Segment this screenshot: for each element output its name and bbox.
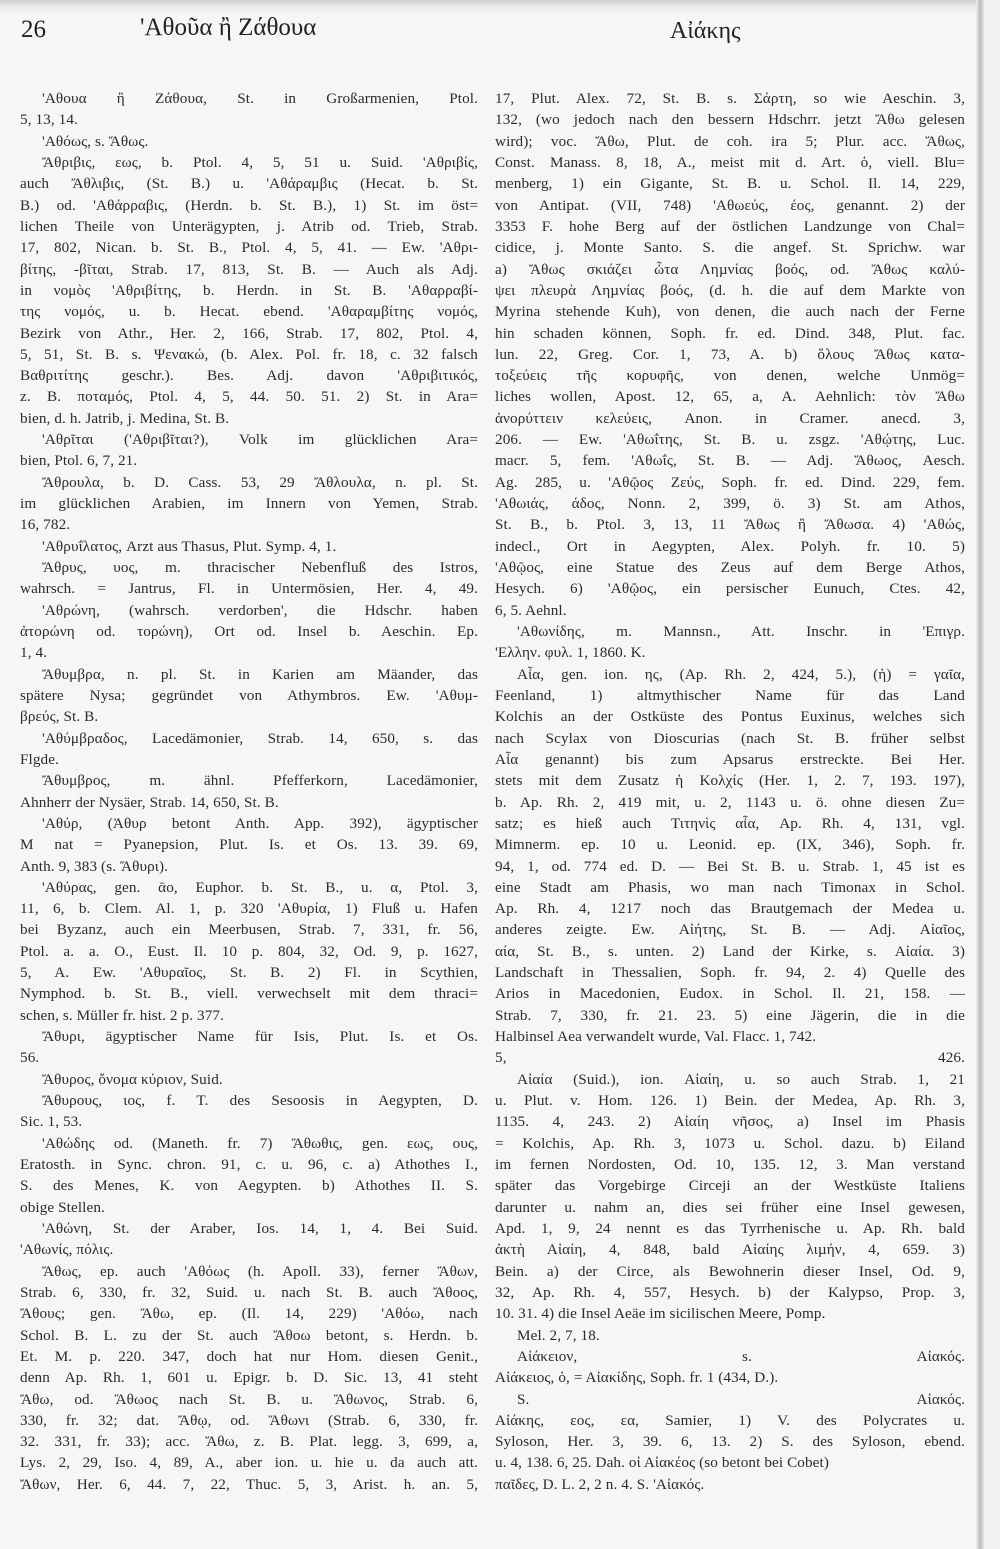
text-line: Eratosth. in Sync. chron. 91, c. u. 96, c. a) Athothes I.,: [20, 1156, 478, 1173]
text-line: b. Ap. Rh. 2, 419 mit, u. 2, 1143 u. ö. ohne diesen Zu=: [495, 793, 965, 811]
text-line: 1, 4.: [20, 644, 48, 662]
text-line: Ἄθους; gen. Ἄθω, ep. (Il. 14, 229) 'Αθόω, nach: [20, 1305, 478, 1323]
text-line: ἀτορώνη od. τορώνη), Ort od. Insel b. Aeschin. Ep.: [20, 623, 478, 640]
text-line: satz; es hieß auch Τιτηνὶς αἶα, Ap. Rh. 4, 131, vgl.: [495, 814, 965, 832]
text-line: von Antipat. (VII, 748) 'Αθωεύς, έος, genannt. 2) der: [495, 196, 965, 214]
text-line: lichen Theile von Unterägypten, j. Atrib od. Trieb, Strab.: [20, 217, 478, 235]
text-line: lun. 22, Greg. Cor. 1, 73, A. b) ὅλους Ἄθως κατα-: [495, 345, 965, 363]
page-edge-shadow: [976, 0, 984, 1549]
text-line: 5, 426.: [495, 1049, 965, 1067]
text-line: 'Αθουα ἢ Ζάθουα, St. in Großarmenien, Ptol.: [42, 90, 478, 107]
text-line: Ἄθυρος, ὄνομα κύριον, Suid.: [42, 1070, 223, 1088]
text-line: auch Ἄθλιβις, (St. B.) u. 'Αθάραμβις (Hecat. b. St.: [20, 175, 478, 193]
text-line: 'Αθωιάς, άδος, Nonn. 2, 399, ö. 3) St. am Athos,: [495, 495, 965, 513]
text-line: αία, St. B., s. unten. 2) Land der Kirke, s. Αἰαία. 3): [495, 942, 965, 960]
text-line: 1135. 4, 243. 2) Αἰαίη νῆσος, a) Insel im Phasis: [495, 1113, 965, 1131]
text-line: schen, s. Müller fr. hist. 2 p. 377.: [20, 1006, 224, 1024]
text-line: 'Αθρώνη, (wahrsch. verdorben', die Hdschr. haben: [42, 601, 478, 619]
text-line: 206. — Ew. 'Αθωΐτης, St. B. u. zsgz. 'Αθῴτης, Luc.: [495, 431, 965, 449]
text-line: Lys. 2, 29, Iso. 4, 89, A., aber ion. u. hie u. da auch att.: [20, 1454, 478, 1472]
text-line: B.) od. 'Αθάρραβις, (Herdn. b. St. B.), 1) St. im öst=: [20, 196, 478, 214]
text-line: ἀκτὴ Αἰαίη, 4, 848, bald Αἰαίης λιµήν, 4, 659. 3): [495, 1241, 965, 1259]
text-line: Βαθριτίτης geschr.). Bes. Adj. davon 'Αθριβιτικός,: [20, 367, 478, 385]
text-line: 17, Plut. Alex. 72, St. B. s. Σάρτη, so wie Aeschin. 3,: [495, 90, 965, 107]
running-head-left: 'Αθοῦα ἢ Ζάθουα: [140, 14, 317, 41]
text-line: 5, A. Ew. 'Αθυραῖος, St. B. 2) Fl. in Scythien,: [20, 964, 478, 982]
text-line: Ag. 285, u. 'Αθῷος Ζεύς, Soph. fr. ed. Dind. 229, fem.: [495, 473, 965, 491]
text-line: Ἄθριβις, εως, b. Ptol. 4, 5, 51 u. Suid. 'Αθριβίς,: [42, 153, 478, 171]
text-line: Ap. Rh. 4, 1217 noch das Brautgemach der Medea u.: [495, 900, 965, 918]
text-line: 330, fr. 32; dat. Ἄθῳ, od. Ἄθωνι (Strab. 6, 330, fr.: [20, 1411, 478, 1429]
text-line: Ἄθως, ep. auch 'Αθόως (h. Apoll. 33), ferner Ἄθων,: [42, 1262, 478, 1280]
text-line: της νομός, u. b. Hecat. ebend. 'Αθαραμβίτης νομός,: [20, 303, 478, 321]
running-head-right: Αἰάκης: [670, 18, 741, 44]
text-line: 'Αθώνη, St. der Araber, Ios. 14, 1, 4. Bei Suid.: [42, 1219, 478, 1237]
text-line: Ἄθυρους, ιος, f. T. des Sesoosis in Aegypten, D.: [42, 1092, 478, 1110]
text-line: Ἄθων, Her. 6, 44. 7, 22, Thuc. 5, 3, Arist. h. an. 5,: [20, 1475, 478, 1493]
text-line: Mimnerm. ep. 10 u. Leonid. ep. (IX, 346), Soph. fr.: [495, 836, 965, 854]
text-line: hin schaden können, Soph. fr. ed. Dind. 348, Plut. fac.: [495, 324, 965, 342]
text-line: bien, Ptol. 6, 7, 21.: [20, 452, 138, 470]
text-line: 'Αθύρας, gen. ᾱο, Euphor. b. St. B., u. α, Ptol. 3,: [42, 878, 478, 896]
text-line: 11, 6, b. Clem. Al. 1, p. 320 'Αθυρία, 1) Fluß u. Hafen: [20, 900, 478, 918]
text-line: menberg, 1) ein Gigante, St. B. u. Schol. Il. 14, 229,: [495, 175, 965, 193]
text-line: Syloson, Her. 3, 39. 6, 13. 2) S. des Syloson, ebend.: [495, 1433, 965, 1451]
text-line: 'Αθρυΐλατος, Arzt aus Thasus, Plut. Symp. 4, 1.: [42, 537, 337, 555]
text-line: Bein. a) der Circe, als Bewohnerin dieser Insel, Od. 9,: [495, 1262, 965, 1280]
text-line: eine Stadt am Phasis, wo man nach Timonax in Schol.: [495, 878, 965, 896]
text-line: 6, 5. Aehnl.: [495, 601, 567, 619]
text-line: 132, (wo jedoch nach den bessern Hdschrr. jetzt Ἄθω gelesen: [495, 111, 965, 129]
text-line: 'Αθρῖται ('Αθριβῖται?), Volk im glücklichen Ara=: [42, 431, 478, 449]
text-line: anderes zeigte. Ew. Αἰήτης, St. B. — Adj. Αἰαῖος,: [495, 921, 965, 939]
page-number: 26: [21, 16, 46, 43]
text-line: Ἄθυμβρα, n. pl. St. in Karien am Mäander, das: [42, 665, 478, 683]
text-line: Αἶα genannt) bis zum Apsarus erstreckte. Bei Her.: [495, 750, 965, 768]
text-line: Mel. 2, 7, 18.: [517, 1326, 600, 1344]
text-line: Strab. 6, 330, fr. 32, Suid. u. nach St. B. auch Ἄθοος,: [20, 1283, 478, 1301]
text-line: Hesych. 6) 'Αθῷος, ein persischer Eunuch, Ctes. 42,: [495, 580, 965, 598]
text-line: Flgde.: [20, 750, 59, 768]
text-line: obige Stellen.: [20, 1198, 105, 1216]
text-line: Strab. 7, 330, fr. 21. 23. 5) eine Jägerin, die in die: [495, 1006, 965, 1024]
text-line: wird); voc. Ἄθω, Plut. de coh. ira 5; Plur. acc. Ἄθως,: [495, 132, 965, 150]
text-line: S. Αἰακός.: [517, 1390, 965, 1408]
text-line: Const. Manass. 8, 18, A., meist mit d. Art. ὁ, viell. Blu=: [495, 153, 965, 171]
text-line: 'Ελλην. φυλ. 1, 1860. K.: [495, 644, 646, 662]
text-line: Ἄθυμβρος, m. ähnl. Pfefferkorn, Lacedämonier,: [42, 772, 478, 790]
text-line: Feenland, 1) altmythischer Name für das Land: [495, 686, 965, 704]
text-line: Ptol. a. a. O., Eust. Il. 10 p. 804, 32, Od. 9, p. 1627,: [20, 942, 478, 960]
text-line: Landschaft in Thessalien, Soph. fr. 94, 2. 4) Quelle des: [495, 964, 965, 982]
text-line: Apd. 1, 9, 24 nennt es das Tyrrhenische u. Ap. Rh. bald: [495, 1219, 965, 1237]
text-line: spätere Nysa; gegründet von Athymbros. Ew. 'Αθυμ-: [20, 686, 478, 704]
text-line: in νομὸς 'Αθριβίτης, b. Herdn. in St. B. 'Αθαρραβί-: [20, 281, 478, 299]
text-line: Anth. 9, 383 (s. Ἄθυρι).: [20, 857, 169, 875]
text-line: Αἰάκειον, s. Αἰακός.: [517, 1347, 965, 1365]
text-line: darunter u. nahm an, dies sei früher eine Insel gewesen,: [495, 1198, 965, 1216]
text-line: Nymphod. b. St. B., viell. verwechselt mit dem thraci=: [20, 985, 478, 1003]
text-line: παῖδες, D. L. 2, 2 n. 4. S. 'Αἰακός.: [495, 1475, 705, 1493]
text-line: Αἰαία (Suid.), ion. Αἰαίη, u. so auch Strab. 1, 21: [517, 1070, 965, 1088]
text-line: u. Plut. v. Hom. 126. 1) Bein. der Medea, Ap. Rh. 3,: [495, 1092, 965, 1110]
text-line: Ἄθρουλα, b. D. Cass. 53, 29 Ἄθλουλα, n. pl. St.: [42, 473, 478, 491]
text-line: 'Αθωνίς, πόλις.: [20, 1241, 114, 1259]
text-line: = Kolchis, Ap. Rh. 3, 1073 u. Schol. dazu. b) Eiland: [495, 1134, 965, 1152]
text-line: 'Αθόως, s. Ἄθως.: [42, 132, 149, 150]
text-line: 3353 F. hohe Berg auf der östlichen Landzunge von Chal=: [495, 217, 965, 235]
text-line: stets mit dem Zusatz ἡ Κολχίς (Her. 1, 2. 7, 193. 197),: [495, 772, 965, 790]
text-line: Ἄθρυς, υος, m. thracischer Nebenfluß des Istros,: [42, 559, 478, 577]
text-line: M nat = Pyanepsion, Plut. Is. et Os. 13. 39. 69,: [20, 836, 478, 854]
text-line: u. 4, 138. 6, 25. Dah. οἱ Αἰακέος (so betont bei Cobet): [495, 1454, 830, 1472]
text-line: 17, 802, Nican. b. St. B., Ptol. 4, 5, 41. — Ew. 'Αθρι-: [20, 239, 478, 257]
text-line: 'Αθώδης od. (Maneth. fr. 7) Ἄθωθις, gen. εως, ους,: [42, 1134, 478, 1152]
text-line: Αἰάκης, εος, εα, Samier, 1) V. des Polycrates u.: [495, 1411, 965, 1429]
text-line: bei Byzanz, auch ein Meerbusen, Strab. 7, 331, fr. 56,: [20, 921, 478, 939]
text-line: 5, 13, 14.: [20, 111, 78, 129]
text-line: im fernen Nordosten, Od. 10, 135. 12, 3. Man verstand: [495, 1156, 965, 1173]
text-line: Ahnherr der Nysäer, Strab. 14, 650, St. B.: [20, 793, 279, 811]
text-line: 'Αθύμβραδος, Lacedämonier, Strab. 14, 650, s. das: [42, 729, 478, 747]
text-line: Αἶα, gen. ion. ης, (Ap. Rh. 2, 424, 5.), (ἡ) = γαῖα,: [517, 665, 965, 683]
text-line: Ἄθω, od. Ἄθωος nach St. B. u. Ἄθωνος, Strab. 6,: [20, 1390, 478, 1408]
text-line: wahrsch. = Jantrus, Fl. in Untermösien, Her. 4, 49.: [20, 580, 478, 598]
text-line: St. B., b. Ptol. 3, 13, 11 Ἄθως ἢ Ἄθωσα. 4) 'Αθώς,: [495, 516, 965, 534]
text-line: später das Vorgebirge Circeji an der Westküste Italiens: [495, 1177, 965, 1195]
text-line: nach Scylax von Dioscurias (nach St. B. früher selbst: [495, 729, 965, 747]
text-line: z. B. ποταμός, Ptol. 4, 5, 44. 50. 51. 2) St. in Ara=: [20, 388, 478, 406]
text-line: cidice, j. Monte Santo. S. die angef. St. Sprichw. war: [495, 239, 965, 257]
text-line: 32, Ap. Rh. 4, 557, Hesych. b) der Kalypso, Prop. 3,: [495, 1283, 965, 1301]
text-line: Et. M. p. 220. 347, doch hat nur Hom. diesen Genit.,: [20, 1347, 478, 1365]
text-line: 10. 31. 4) die Insel Aeäe im sicilischen Meere, Pomp.: [495, 1305, 826, 1323]
text-line: Myrina stehende Kuh), von denen, die auch nach der Ferne: [495, 303, 965, 321]
text-line: Schol. B. L. zu der St. auch Ἄθοω betont, s. Herdn. b.: [20, 1326, 478, 1344]
text-line: Sic. 1, 53.: [20, 1113, 83, 1131]
text-line: denn Ap. Rh. 1, 601 u. Epigr. b. D. Sic. 13, 41 steht: [20, 1369, 478, 1387]
text-line: βρεύς, St. B.: [20, 708, 99, 726]
text-line: 56.: [20, 1049, 40, 1067]
text-line: Αἰάκειος, ὁ, = Αἰακίδης, Soph. fr. 1 (434, D.).: [495, 1369, 779, 1387]
text-line: im glücklichen Arabien, im Innern von Yemen, Strab.: [20, 495, 478, 513]
text-line: Kolchis an der Ostküste des Pontus Euxinus, welches sich: [495, 708, 965, 726]
text-line: 'Αθύρ, (Ἀθυρ betont Anth. App. 392), ägyptischer: [42, 814, 478, 832]
text-line: indecl., Ort in Aegypten, Alex. Polyh. fr. 10. 5): [495, 537, 965, 555]
text-line: Arios in Macedonien, Eudox. in Schol. Il. 21, 158. —: [495, 985, 965, 1003]
text-line: S. des Menes, K. von Aegypten. b) Athothes II. S.: [20, 1177, 478, 1195]
text-line: ἀνορύττειν κελεύεις, Anon. in Cramer. anecd. 3,: [495, 409, 965, 427]
text-line: 32. 331, fr. 33); acc. Ἄθω, z. B. Plat. legg. 3, 699, a,: [20, 1433, 478, 1451]
text-line: 'Αθῷος, eine Statue des Zeus auf dem Berge Athos,: [495, 559, 965, 577]
text-line: bien, d. h. Jatrib, j. Medina, St. B.: [20, 409, 230, 427]
text-line: Ἄθυρι, ägyptischer Name für Isis, Plut. Is. et Os.: [42, 1028, 478, 1046]
text-line: liches wollen, Apost. 12, 65, a, A. Aehnlich: τὸν Ἄθω: [495, 388, 965, 406]
text-line: 94, 1, od. 774 ed. D. — Bei St. B. u. Strab. 1, 45 ist es: [495, 857, 965, 875]
text-line: τοξεύεις τῆς κορυφῆς, von denen, welche Unmög=: [495, 367, 965, 385]
text-line: macr. 5, fem. 'Αθωΐς, St. B. — Adj. Ἄθωος, Aesch.: [495, 452, 965, 470]
page-margin: [984, 0, 1000, 1549]
text-line: Bezirk von Athr., Her. 2, 166, Strab. 17, 802, Ptol. 4,: [20, 324, 478, 342]
text-line: 'Αθωνίδης, m. Mannsn., Att. Inschr. in 'Επιγρ.: [517, 623, 965, 640]
text-line: 16, 782.: [20, 516, 71, 534]
text-line: a) Ἄθως σκιάζει ὦτα Ληµνίας βοός, od. Ἄθως καλύ-: [495, 260, 965, 278]
text-line: ψει πλευρὰ Ληµνίας βοός, (d. h. die auf dem Markte von: [495, 281, 965, 299]
text-line: βίτης, -βῖται, Strab. 17, 813, St. B. — Auch als Adj.: [20, 260, 478, 278]
text-line: 5, 51, St. B. s. Ψενακώ, (b. Alex. Pol. fr. 18, c. 32 falsch: [20, 345, 478, 363]
text-line: Halbinsel Aea verwandelt wurde, Val. Flacc. 1, 742.: [495, 1028, 817, 1046]
